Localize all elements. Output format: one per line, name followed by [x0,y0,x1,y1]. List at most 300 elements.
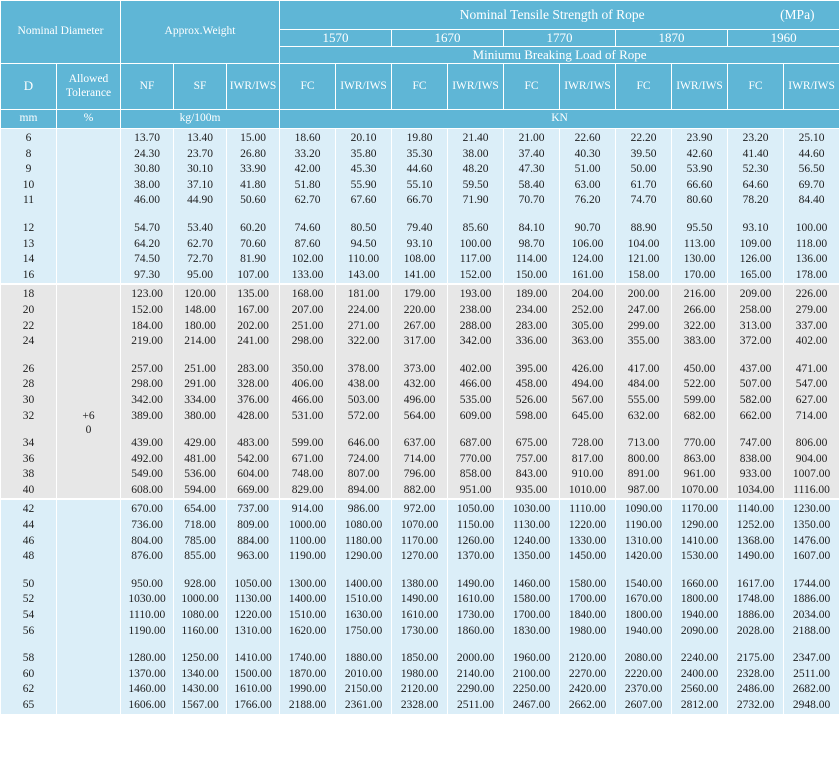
table-row [1,651,839,667]
value-cell: 41.40 [728,147,784,163]
value-cell: 1400.00 [336,577,392,593]
value-cell: 1160.00 [174,624,227,640]
tolerance-cell [57,221,121,237]
value-cell: 47.30 [504,162,560,178]
diameter-cell: 6 [1,129,57,147]
tolerance-cell [57,409,121,425]
value-cell: 2175.00 [728,651,784,667]
value-cell: 283.00 [504,319,560,335]
value-cell: 1410.00 [672,534,728,550]
value-cell: 555.00 [616,393,672,409]
table-row [1,147,839,163]
diameter-cell: 40 [1,483,57,499]
value-cell: 81.90 [227,252,280,268]
value-cell: 148.00 [174,303,227,319]
value-cell: 1748.00 [728,592,784,608]
value-cell: 50.00 [616,162,672,178]
col-iwr-weight-header: IWR/IWS [227,64,280,110]
value-cell: 395.00 [504,362,560,378]
diameter-cell: 36 [1,452,57,468]
value-cell: 267.00 [392,319,448,335]
table-row [1,129,839,147]
value-cell: 1030.00 [504,500,560,518]
diameter-cell: 28 [1,377,57,393]
table-row [1,377,839,393]
value-cell: 1010.00 [560,483,616,499]
value-cell: 88.90 [616,221,672,237]
value-cell: 207.00 [280,303,336,319]
diameter-cell: 16 [1,268,57,284]
value-cell: 1340.00 [174,667,227,683]
value-cell: 1250.00 [174,651,227,667]
value-cell: 1880.00 [336,651,392,667]
value-cell: 1840.00 [560,608,616,624]
value-cell: 2607.00 [616,698,672,714]
value-cell: 33.20 [280,147,336,163]
value-cell: 1150.00 [448,518,504,534]
value-cell: 1170.00 [672,500,728,518]
value-cell: 1380.00 [392,577,448,593]
value-cell: 986.00 [336,500,392,518]
diameter-cell: 62 [1,682,57,698]
value-cell: 60.20 [227,221,280,237]
tolerance-cell [57,577,121,593]
value-cell: 113.00 [672,237,728,253]
value-cell: 23.70 [174,147,227,163]
value-cell: 1110.00 [121,608,174,624]
value-cell: 2028.00 [728,624,784,640]
diameter-cell: 56 [1,624,57,640]
tolerance-cell [57,667,121,683]
value-cell: 334.00 [174,393,227,409]
value-cell: 2188.00 [784,624,839,640]
value-cell: 74.70 [616,193,672,209]
value-cell: 2100.00 [504,667,560,683]
value-cell: 76.20 [560,193,616,209]
diameter-cell: 46 [1,534,57,550]
value-cell: 106.00 [560,237,616,253]
tolerance-cell [57,178,121,194]
value-cell: 53.40 [174,221,227,237]
value-cell: 39.50 [616,147,672,163]
value-cell: 257.00 [121,362,174,378]
value-cell: 2328.00 [392,698,448,714]
value-cell: 2240.00 [672,651,728,667]
value-cell: 1140.00 [728,500,784,518]
value-cell: 582.00 [728,393,784,409]
value-cell: 61.70 [616,178,672,194]
row-group [1,500,839,713]
value-cell: 107.00 [227,268,280,284]
table-row [1,467,839,483]
value-cell: 1116.00 [784,483,839,499]
value-cell: 1007.00 [784,467,839,483]
value-cell: 1766.00 [227,698,280,714]
value-cell: 67.60 [336,193,392,209]
value-cell: 1220.00 [227,608,280,624]
value-cell: 1660.00 [672,577,728,593]
value-cell: 933.00 [728,467,784,483]
tolerance-cell [57,319,121,335]
value-cell: 120.00 [174,285,227,303]
value-cell: 110.00 [336,252,392,268]
value-cell: 2270.00 [560,667,616,683]
tolerance-lower: 0 [57,424,121,436]
value-cell: 1700.00 [560,592,616,608]
value-cell: 152.00 [448,268,504,284]
value-cell: 40.30 [560,147,616,163]
value-cell: 1476.00 [784,534,839,550]
value-cell: 322.00 [336,334,392,350]
value-cell: 675.00 [504,436,560,452]
value-cell: 1800.00 [672,592,728,608]
table-row [1,436,839,452]
value-cell: 363.00 [560,334,616,350]
value-cell: 687.00 [448,436,504,452]
value-cell: 118.00 [784,237,839,253]
value-cell: 2467.00 [504,698,560,714]
tolerance-cell [57,483,121,499]
value-cell: 785.00 [174,534,227,550]
col-iwr-1770-header: IWR/IWS [560,64,616,110]
diameter-cell: 48 [1,549,57,565]
value-cell: 298.00 [280,334,336,350]
diameter-cell: 20 [1,303,57,319]
value-cell: 317.00 [392,334,448,350]
value-cell: 2034.00 [784,608,839,624]
value-cell: 1220.00 [560,518,616,534]
value-cell: 2140.00 [448,667,504,683]
value-cell: 429.00 [174,436,227,452]
tolerance-cell [57,377,121,393]
value-cell: 2662.00 [560,698,616,714]
tolerance-cell [57,237,121,253]
value-cell: 718.00 [174,518,227,534]
value-cell: 1400.00 [280,592,336,608]
value-cell: 342.00 [448,334,504,350]
value-cell: 1110.00 [560,500,616,518]
value-cell: 1670.00 [616,592,672,608]
diameter-cell: 65 [1,698,57,714]
group-gap [1,209,839,221]
value-cell: 950.00 [121,577,174,593]
tensile-strength-header [280,1,839,30]
value-cell: 646.00 [336,436,392,452]
value-cell: 102.00 [280,252,336,268]
value-cell: 133.00 [280,268,336,284]
table-row [1,534,839,550]
value-cell: 1410.00 [227,651,280,667]
value-cell: 2361.00 [336,698,392,714]
value-cell: 1510.00 [336,592,392,608]
value-cell: 507.00 [728,377,784,393]
diameter-cell: 34 [1,436,57,452]
value-cell: 383.00 [672,334,728,350]
value-cell: 891.00 [616,467,672,483]
value-cell: 1530.00 [672,549,728,565]
value-cell: 22.20 [616,129,672,147]
value-cell: 483.00 [227,436,280,452]
table-row [1,362,839,378]
value-cell: 350.00 [280,362,336,378]
value-cell: 843.00 [504,467,560,483]
value-cell: 2370.00 [616,682,672,698]
table-row [1,268,839,284]
value-cell: 298.00 [121,377,174,393]
value-cell: 1090.00 [616,500,672,518]
value-cell: 108.00 [392,252,448,268]
value-cell: 93.10 [728,221,784,237]
value-cell: 406.00 [280,377,336,393]
value-cell: 52.30 [728,162,784,178]
value-cell: 64.60 [728,178,784,194]
value-cell: 882.00 [392,483,448,499]
value-cell: 1540.00 [616,577,672,593]
value-cell: 180.00 [174,319,227,335]
col-iwr-1670-header: IWR/IWS [448,64,504,110]
table-row [1,452,839,468]
strength-1770-header: 1770 [504,30,616,47]
tolerance-cell [57,393,121,409]
value-cell: 1886.00 [728,608,784,624]
tolerance-cell [57,518,121,534]
value-cell: 807.00 [336,467,392,483]
value-cell: 79.40 [392,221,448,237]
value-cell: 961.00 [672,467,728,483]
value-cell: 355.00 [616,334,672,350]
value-cell: 13.40 [174,129,227,147]
value-cell: 1170.00 [392,534,448,550]
value-cell: 25.10 [784,129,839,147]
value-cell: 1460.00 [121,682,174,698]
value-cell: 100.00 [448,237,504,253]
value-cell: 437.00 [728,362,784,378]
diameter-cell: 42 [1,500,57,518]
table-row [1,608,839,624]
value-cell: 100.00 [784,221,839,237]
min-breaking-load-header: Miniumu Breaking Load of Rope [280,47,839,64]
tensile-strength-unit: (MPa) [780,7,815,23]
value-cell: 1850.00 [392,651,448,667]
value-cell: 202.00 [227,319,280,335]
value-cell: 117.00 [448,252,504,268]
value-cell: 1270.00 [392,549,448,565]
value-cell: 288.00 [448,319,504,335]
value-cell: 44.60 [392,162,448,178]
value-cell: 838.00 [728,452,784,468]
table-row [1,577,839,593]
value-cell: 93.10 [392,237,448,253]
value-cell: 972.00 [392,500,448,518]
value-cell: 450.00 [672,362,728,378]
value-cell: 376.00 [227,393,280,409]
value-cell: 44.90 [174,193,227,209]
value-cell: 458.00 [504,377,560,393]
value-cell: 736.00 [121,518,174,534]
table-row [1,667,839,683]
value-cell: 1130.00 [227,592,280,608]
value-cell: 1260.00 [448,534,504,550]
value-cell: 1460.00 [504,577,560,593]
value-cell: 58.40 [504,178,560,194]
value-cell: 1350.00 [504,549,560,565]
unit-weight: kg/100m [121,110,280,129]
value-cell: 438.00 [336,377,392,393]
col-iwr-1870-header: IWR/IWS [672,64,728,110]
value-cell: 1630.00 [336,608,392,624]
value-cell: 466.00 [280,393,336,409]
value-cell: 85.60 [448,221,504,237]
value-cell: 167.00 [227,303,280,319]
value-cell: 15.00 [227,129,280,147]
table-row [1,178,839,194]
value-cell: 1190.00 [121,624,174,640]
value-cell: 1606.00 [121,698,174,714]
strength-1960-header: 1960 [728,30,839,47]
tolerance-cell [57,592,121,608]
value-cell: 70.60 [227,237,280,253]
value-cell: 98.70 [504,237,560,253]
value-cell: 428.00 [227,409,280,425]
diameter-cell: 18 [1,285,57,303]
value-cell: 542.00 [227,452,280,468]
value-cell: 161.00 [560,268,616,284]
value-cell: 713.00 [616,436,672,452]
value-cell: 904.00 [784,452,839,468]
value-cell: 1740.00 [280,651,336,667]
value-cell: 1490.00 [392,592,448,608]
value-cell: 342.00 [121,393,174,409]
value-cell: 1610.00 [392,608,448,624]
value-cell: 632.00 [616,409,672,425]
value-cell: 402.00 [448,362,504,378]
value-cell: 26.80 [227,147,280,163]
value-cell: 737.00 [227,500,280,518]
value-cell: 1310.00 [227,624,280,640]
value-cell: 1610.00 [448,592,504,608]
value-cell: 150.00 [504,268,560,284]
unit-mm: mm [1,110,57,129]
value-cell: 669.00 [227,483,280,499]
value-cell: 74.50 [121,252,174,268]
group-gap [1,424,839,436]
value-cell: 817.00 [560,452,616,468]
table-row [1,162,839,178]
value-cell: 143.00 [336,268,392,284]
tolerance-cell [57,252,121,268]
value-cell: 1310.00 [616,534,672,550]
value-cell: 1420.00 [616,549,672,565]
value-cell: 299.00 [616,319,672,335]
value-cell: 1730.00 [448,608,504,624]
value-cell: 114.00 [504,252,560,268]
value-cell: 2000.00 [448,651,504,667]
value-cell: 48.20 [448,162,504,178]
table-row [1,221,839,237]
value-cell: 1607.00 [784,549,839,565]
value-cell: 123.00 [121,285,174,303]
tolerance-cell [57,268,121,284]
value-cell: 291.00 [174,377,227,393]
tolerance-cell [57,362,121,378]
value-cell: 1330.00 [560,534,616,550]
value-cell: 494.00 [560,377,616,393]
value-cell: 53.90 [672,162,728,178]
value-cell: 84.10 [504,221,560,237]
value-cell: 599.00 [672,393,728,409]
col-sf-header: SF [174,64,227,110]
strength-1570-header: 1570 [280,30,392,47]
diameter-cell: 13 [1,237,57,253]
table-row [1,252,839,268]
table-row [1,237,839,253]
value-cell: 2732.00 [728,698,784,714]
value-cell: 126.00 [728,252,784,268]
value-cell: 84.40 [784,193,839,209]
col-iwr-1960-header: IWR/IWS [784,64,839,110]
value-cell: 72.70 [174,252,227,268]
value-cell: 204.00 [560,285,616,303]
value-cell: 69.70 [784,178,839,194]
strength-1670-header: 1670 [392,30,504,47]
value-cell: 37.10 [174,178,227,194]
table-row [1,549,839,565]
value-cell: 2812.00 [672,698,728,714]
value-cell: 2220.00 [616,667,672,683]
value-cell: 46.00 [121,193,174,209]
value-cell: 2400.00 [672,667,728,683]
value-cell: 55.10 [392,178,448,194]
tolerance-cell [57,334,121,350]
value-cell: 1450.00 [560,549,616,565]
tolerance-cell [57,129,121,147]
value-cell: 181.00 [336,285,392,303]
value-cell: 547.00 [784,377,839,393]
value-cell: 481.00 [174,452,227,468]
value-cell: 1940.00 [672,608,728,624]
value-cell: 1370.00 [448,549,504,565]
value-cell: 62.70 [174,237,227,253]
value-cell: 572.00 [336,409,392,425]
value-cell: 44.60 [784,147,839,163]
value-cell: 627.00 [784,393,839,409]
value-cell: 219.00 [121,334,174,350]
value-cell: 1430.00 [174,682,227,698]
value-cell: 1960.00 [504,651,560,667]
value-cell: 522.00 [672,377,728,393]
value-cell: 1870.00 [280,667,336,683]
tolerance-cell [57,147,121,163]
value-cell: 2090.00 [672,624,728,640]
value-cell: 380.00 [174,409,227,425]
value-cell: 1886.00 [784,592,839,608]
value-cell: 54.70 [121,221,174,237]
value-cell: 1050.00 [448,500,504,518]
value-cell: 471.00 [784,362,839,378]
value-cell: 94.50 [336,237,392,253]
tolerance-cell [57,608,121,624]
value-cell: 1990.00 [280,682,336,698]
diameter-cell: 26 [1,362,57,378]
value-cell: 38.00 [448,147,504,163]
tolerance-cell [57,549,121,565]
value-cell: 251.00 [174,362,227,378]
value-cell: 130.00 [672,252,728,268]
value-cell: 258.00 [728,303,784,319]
value-cell: 266.00 [672,303,728,319]
value-cell: 910.00 [560,467,616,483]
value-cell: 914.00 [280,500,336,518]
